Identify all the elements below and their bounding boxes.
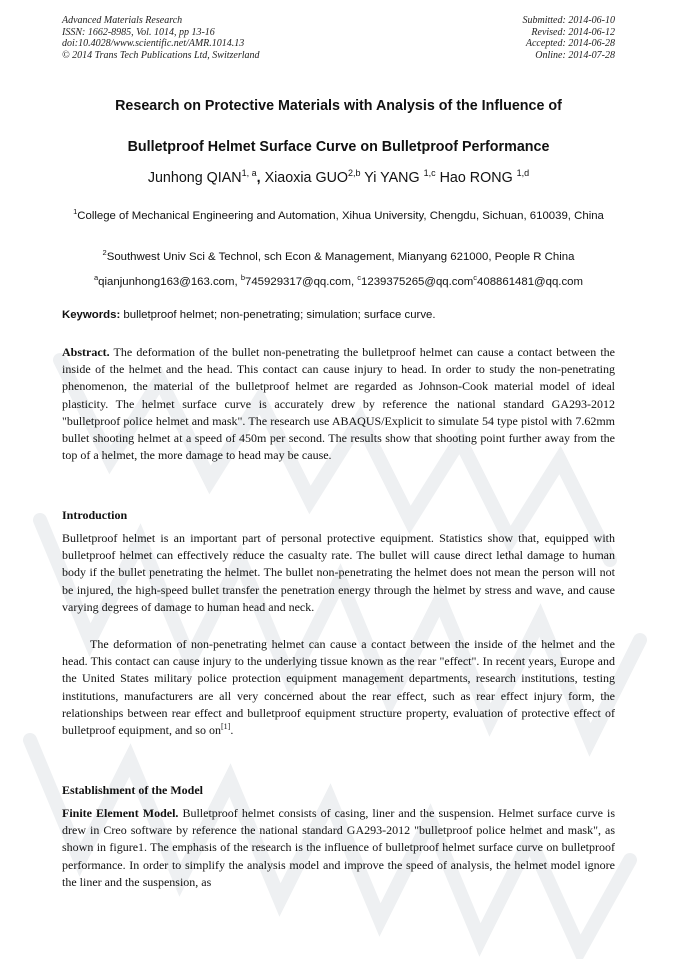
model-label: Finite Element Model.: [62, 806, 179, 820]
model-text: Bulletproof helmet consists of casing, liner and the suspension. Helmet surface curve is drew in Creo software by reference the national standard GA293-2012 "bulletproof police helmet and mask", as shown in figure1. The emphasis of the research is the influence of bulletproof helmet surface curve on bulletproof performance. In order to simplify the analysis model and improve the speed of analysis, the helmet model ignore the liner and the suspension, as: [62, 806, 615, 889]
author-name: Yi YANG: [364, 169, 424, 186]
author-name: Junhong QIAN: [147, 169, 242, 186]
intro-paragraph-2: [62, 636, 615, 739]
model-paragraph: [62, 805, 615, 891]
submission-dates: [523, 15, 616, 61]
author-emails: [62, 269, 615, 291]
author-name: Hao RONG: [439, 169, 517, 186]
author-list: [62, 168, 615, 186]
section-heading-introduction: Introduction: [62, 508, 128, 522]
aff-text: College of Mechanical Engineering and Automation, Xihua University, Chengdu, Sichuan, 610039, China: [77, 209, 604, 222]
intro-p2-end: .: [230, 723, 234, 738]
abstract-label: Abstract.: [62, 345, 110, 359]
intro-paragraph-1: Bulletproof helmet is an important part of personal protective equipment. Statistics show that, equipped with bulletproof helmet can effectively reduce the casualty rate. The bullet will cause direct lethal damage to human body if the bullet penetrating the helmet. The bullet non-penetrating the helmet does not mean the person will not be injured, the high-speed bullet transfer the penetration energy through the helmet by stress and wave, and cause varying degrees of damage to human head and neck.: [62, 531, 615, 614]
section-heading-model: Establishment of the Model: [62, 783, 203, 797]
email-sup: c: [473, 273, 478, 282]
paper-title: [62, 86, 615, 168]
email-sup: c: [357, 273, 362, 282]
journal-copyright: © 2014 Trans Tech Publications Ltd, Switzerland: [62, 49, 260, 61]
email: qianjunhong163@163.com,: [98, 275, 241, 288]
journal-issn: ISSN: 1662-8985, Vol. 1014, pp 13-16: [62, 26, 215, 38]
title-line-1: Research on Protective Materials with Analysis of the Influence of: [115, 98, 562, 114]
abstract-text: The deformation of the bullet non-penetrating the bulletproof helmet can cause a contact between the inside of the helmet and the head. This contact can cause injury to head. In order to study the non-penetrating phenomenon, the material of the bulletproof helmet are regarded as Johnson-Cook material model of ideal plasticity. The helmet surface curve is accurately drew by reference the national standard GA293-2012 "bulletproof police helmet and mask". The research use ABAQUS/Explicit to simulate 54 type pistol with 7.62mm bullet shooting helmet at a speed of 450m per second. The results show that shooting point further away from the top of a helmet, the more damage to head may be cause.: [62, 345, 615, 463]
intro-p2-text: The deformation of non-penetrating helmet can cause a contact between the inside of the helmet and the head. This contact can cause injury to the underlying tissue known as the rear "effect". In recent years, Europe and the United States military police protection equipment management departments, research institutions, testing institutions, manufacturers are all very concerned about the rear effect, such as rear effect injury form, the relationships between rear effect and bulletproof equipment structure property, evaluation of protective effect of bulletproof equipment, and so on: [62, 637, 615, 738]
email-sup: b: [240, 273, 246, 282]
author-sep: ,: [256, 169, 265, 186]
journal-info: [62, 15, 260, 61]
citation-ref[interactable]: [1]: [220, 722, 231, 732]
keywords: [62, 309, 615, 321]
author-sup: 1,d: [516, 168, 530, 178]
date-revised: Revised: 2014-06-12: [531, 26, 615, 38]
email: 408861481@qq.com: [477, 275, 583, 288]
keywords-text: bulletproof helmet; non-penetrating; simulation; surface curve.: [120, 309, 436, 321]
journal-name: Advanced Materials Research: [62, 15, 183, 26]
email-sup: a: [94, 273, 99, 282]
author-sup: 1, a: [241, 168, 257, 178]
email: 1239375265@qq.com: [361, 275, 474, 288]
author-sup: 2,b: [348, 168, 361, 178]
journal-doi: doi:10.4028/www.scientific.net/AMR.1014.13: [62, 38, 245, 49]
aff-sup: 2: [102, 248, 107, 257]
date-accepted: Accepted: 2014-06-28: [525, 38, 615, 49]
title-line-2: Bulletproof Helmet Surface Curve on Bulletproof Performance: [127, 139, 550, 155]
affiliation-1: [62, 203, 615, 225]
date-online: Online: 2014-07-28: [535, 49, 615, 61]
author-name: Xiaoxia GUO: [264, 169, 349, 186]
affiliation-2: [62, 244, 615, 266]
aff-text: Southwest Univ Sci & Technol, sch Econ & Management, Mianyang 621000, People R China: [106, 250, 575, 263]
email: 745929317@qq.com,: [245, 275, 358, 288]
aff-sup: 1: [73, 207, 78, 216]
abstract: [62, 344, 615, 464]
date-submitted: Submitted: 2014-06-10: [522, 15, 615, 26]
keywords-label: Keywords:: [62, 309, 121, 321]
author-sup: 1,c: [423, 168, 436, 178]
